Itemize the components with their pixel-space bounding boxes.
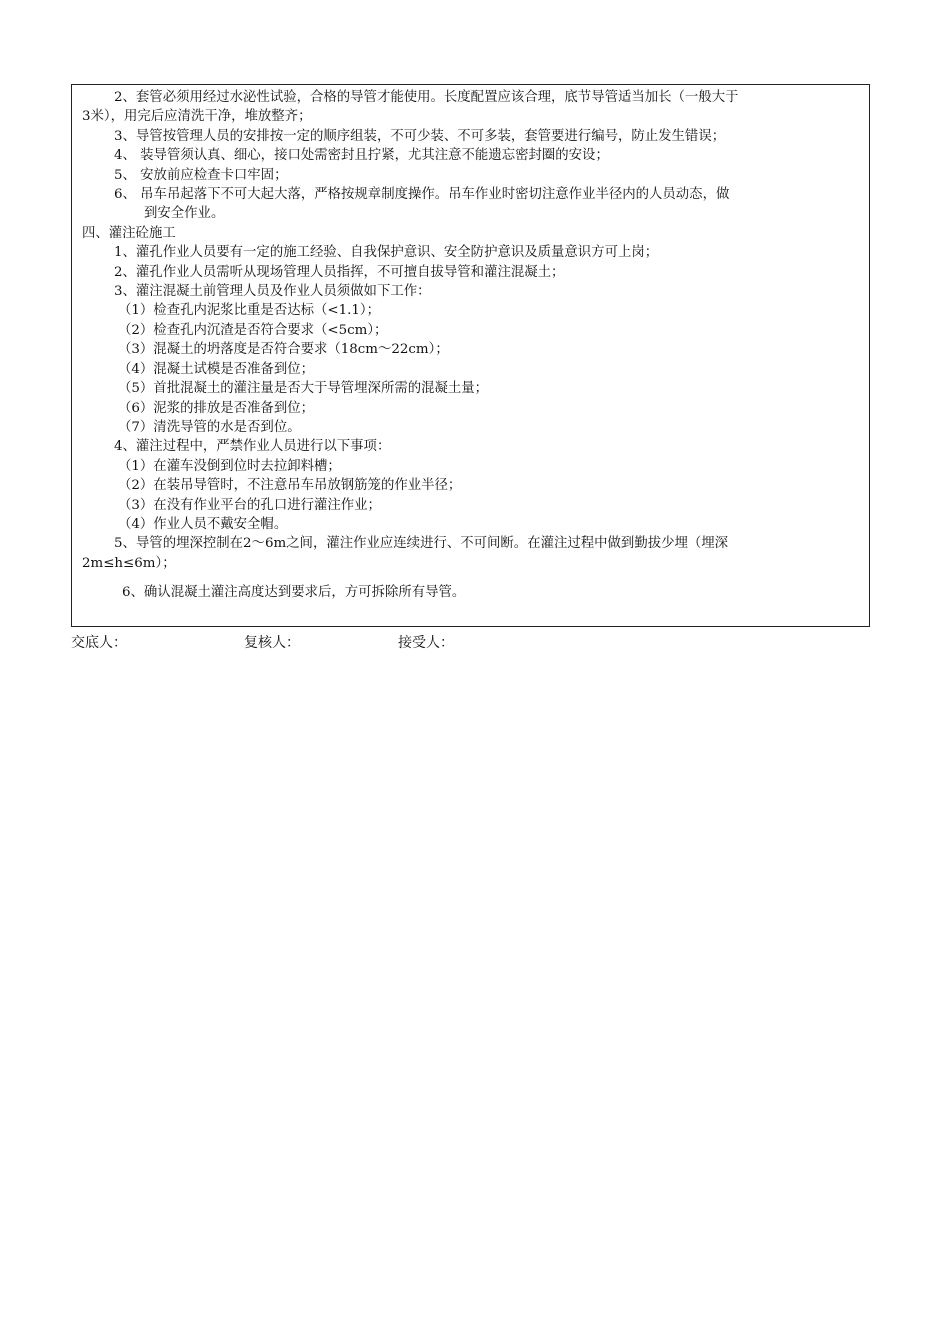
- text-line: 2m≤h≤6m）；: [82, 555, 176, 571]
- text-line: 3、灌注混凝土前管理人员及作业人员须做如下工作：: [114, 284, 431, 300]
- text-line: （4）作业人员不戴安全帽。: [118, 516, 288, 532]
- disclosure-content-box: [71, 84, 870, 627]
- text-line: 6、 吊车吊起落下不可大起大落，严格按规章制度操作。吊车作业时密切注意作业半径内的人员动态，做: [114, 187, 730, 203]
- text-line: 到安全作业。: [144, 206, 225, 222]
- text-line: 6、确认混凝土灌注高度达到要求后，方可拆除所有导管。: [122, 585, 466, 601]
- receiver-label: 接受人：: [398, 635, 454, 651]
- text-line: （2）检查孔内沉渣是否符合要求（<5cm）；: [118, 322, 388, 338]
- text-line: 4、 装导管须认真、细心，接口处需密封且拧紧，尤其注意不能遗忘密封圈的安设；: [114, 148, 609, 164]
- text-line: 5、导管的埋深控制在2～6m之间，灌注作业应连续进行、不可间断。在灌注过程中做到勤拔少埋（埋深: [114, 536, 729, 552]
- text-line: 5、 安放前应检查卡口牢固；: [114, 167, 288, 183]
- text-line: （4）混凝土试模是否准备到位；: [118, 361, 314, 377]
- text-line: 2、灌孔作业人员需听从现场管理人员指挥，不可擅自拔导管和灌注混凝土；: [114, 264, 565, 280]
- text-line: 4、灌注过程中，严禁作业人员进行以下事项：: [114, 439, 391, 455]
- text-line: 2、套管必须用经过水泌性试验，合格的导管才能使用。长度配置应该合理，底节导管适当加长（一般大于: [114, 90, 739, 105]
- text-line: （6）泥浆的排放是否准备到位；: [118, 400, 314, 416]
- text-line: （3）在没有作业平台的孔口进行灌注作业；: [118, 497, 381, 513]
- section-heading: 四、灌注砼施工: [82, 225, 176, 241]
- text-line: 3米），用完后应清洗干净，堆放整齐；: [82, 109, 312, 125]
- text-line: （2）在装吊导管时，不注意吊车吊放钢筋笼的作业半径；: [118, 478, 462, 494]
- text-line: （3）混凝土的坍落度是否符合要求（18cm～22cm）；: [118, 342, 449, 358]
- text-line: （1）在灌车没倒到位时去拉卸料槽；: [118, 458, 341, 474]
- text-line: （1）检查孔内泥浆比重是否达标（<1.1）；: [118, 303, 380, 319]
- text-line: （5）首批混凝土的灌注量是否大于导管埋深所需的混凝土量；: [118, 381, 489, 397]
- disclosure-person-label: 交底人：: [71, 635, 127, 651]
- text-line: 3、导管按管理人员的安排按一定的顺序组装，不可少装、不可多装，套管要进行编号，防止发生错误；: [114, 128, 726, 144]
- text-line: （7）清洗导管的水是否到位。: [118, 419, 301, 435]
- reviewer-label: 复核人：: [244, 635, 300, 651]
- text-line: 1、灌孔作业人员要有一定的施工经验、自我保护意识、安全防护意识及质量意识方可上岗；: [114, 245, 659, 261]
